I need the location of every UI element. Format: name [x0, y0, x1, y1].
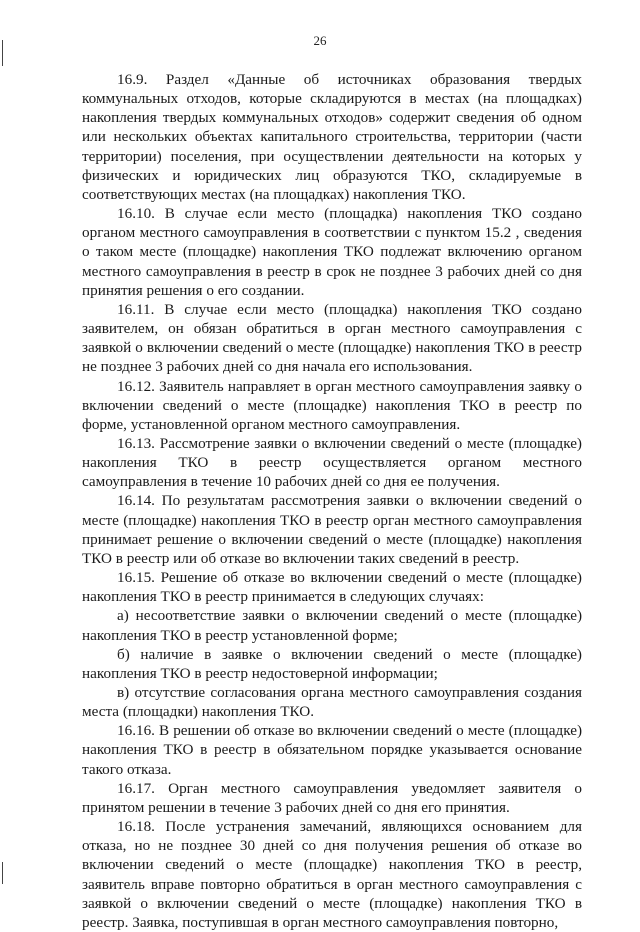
list-item-b: б) наличие в заявке о включении сведений о месте (площадке) накопления ТКО в реестр недостоверной информации; — [82, 645, 582, 682]
paragraph-16-11: 16.11. В случае если место (площадка) накопления ТКО создано заявителем, он обязан обратиться в орган местного самоуправления с заявкой о включении сведений о месте (площадке) накопления ТКО в реестр не позднее 3 рабочих дней со дня начала его использования. — [82, 300, 582, 376]
paragraph-16-16: 16.16. В решении об отказе во включении сведений о месте (площадке) накопления ТКО в реестр в обязательном порядке указывается основание такого отказа. — [82, 722, 582, 778]
paragraph-16-17: 16.17. Орган местного самоуправления уведомляет заявителя о принятом решении в течение 3 рабочих дней со дня его принятия. — [82, 779, 582, 816]
paragraph-16-10: 16.10. В случае если место (площадка) накопления ТКО создано органом местного самоуправления в соответствии с пунктом 15.2 , сведения о таком месте (площадке) накопления ТКО подлежат включению органом местного самоуправления в реестр в срок не позднее 3 рабочих дней со дня принятия решения о его создании. — [82, 205, 582, 299]
document-body — [82, 70, 582, 932]
margin-mark-bottom — [2, 862, 3, 884]
paragraph-16-12: 16.12. Заявитель направляет в орган местного самоуправления заявку о включении сведений о месте (площадке) накопления ТКО в реестр по форме, установленной органом местного самоуправления. — [82, 377, 582, 433]
page-number: 26 — [313, 33, 327, 48]
paragraph-16-14: 16.14. По результатам рассмотрения заявки о включении сведений о месте (площадке) накопления ТКО в реестр орган местного самоуправления принимает решение о включении сведений о месте (площадке) накопления ТКО в реестр или об отказе во включении таких сведений в реестр. — [82, 492, 582, 567]
paragraph-16-9: 16.9. Раздел «Данные об источниках образования твердых коммунальных отходов, которые складируются в местах (на площадках) накопления твердых коммунальных отходов» содержит сведения об одном или нескольких объектах капитального строительства, территории (части территории) поселения, при осуществлении деятельности на которых у физических и юридических лиц образуются ТКО, складируемые в соответствующих местах (на площадках) накопления ТКО. — [82, 71, 582, 203]
paragraph-16-18: 16.18. После устранения замечаний, являющихся основанием для отказа, но не позднее 30 дней со дня получения решения об отказе во включении сведений о месте (площадке) накопления ТКО в реестр, заявитель вправе повторно обратиться в орган местного самоуправления с заявкой о включении сведений о месте (площадке) накопления ТКО в реестр. Заявка, поступившая в орган местного самоуправления повторно, — [82, 818, 582, 931]
list-item-a: а) несоответствие заявки о включении сведений о месте (площадке) накопления ТКО в реестр установленной форме; — [82, 607, 582, 644]
list-item-v: в) отсутствие согласования органа местного самоуправления создания места (площадки) накопления ТКО. — [82, 684, 582, 721]
paragraph-16-15: 16.15. Решение об отказе во включении сведений о месте (площадке) накопления ТКО в реестр принимается в следующих случаях: — [82, 569, 582, 606]
paragraph-16-13: 16.13. Рассмотрение заявки о включении сведений о месте (площадке) накопления ТКО в реестр осуществляется органом местного самоуправления в течение 10 рабочих дней со дня ее получения. — [82, 434, 582, 491]
